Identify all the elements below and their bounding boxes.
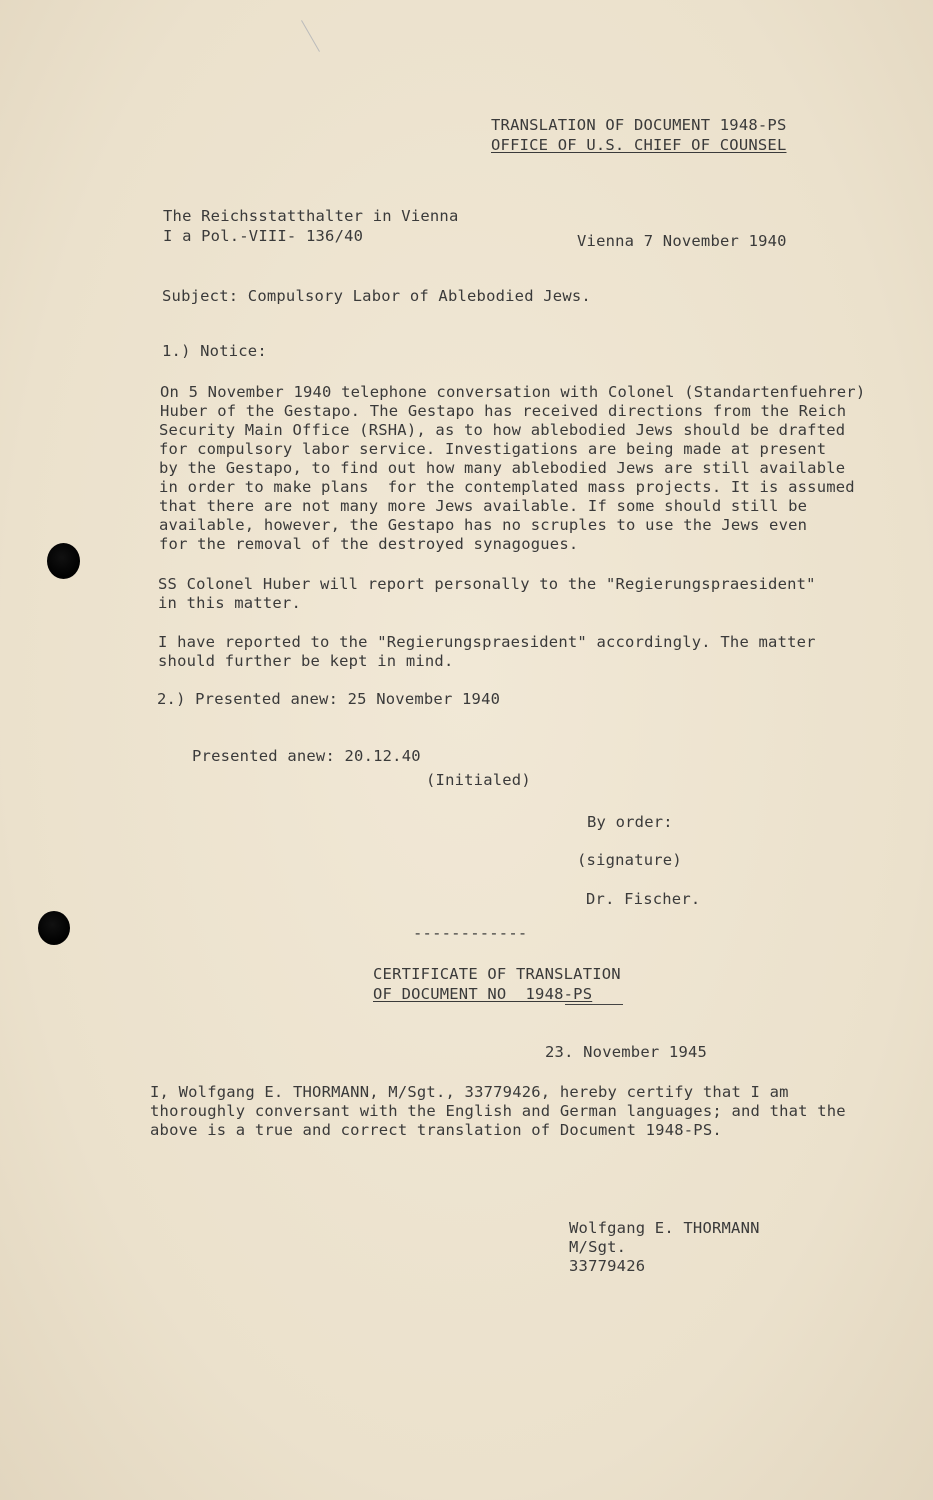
para1-line: Huber of the Gestapo. The Gestapo has received directions from the Reich [160,402,847,420]
para1-line: for compulsory labor service. Investigations are being made at present [159,440,827,458]
signer-name: Dr. Fischer. [586,890,701,908]
punch-hole [47,543,80,579]
notice-heading: 1.) Notice: [162,342,267,360]
para1-line: Security Main Office (RSHA), as to how ablebodied Jews should be drafted [159,421,846,439]
para1-line: in order to make plans for the contemplated mass projects. It is assumed [159,478,855,496]
certificate-body-line: I, Wolfgang E. THORMANN, M/Sgt., 33779426, hereby certify that I am [150,1083,789,1101]
separator-line: ------------ [413,924,528,942]
presented-anew-1: 2.) Presented anew: 25 November 1940 [157,690,501,708]
certificate-date: 23. November 1945 [545,1043,708,1061]
header-line-1: TRANSLATION OF DOCUMENT 1948-PS [491,116,787,134]
sender-line-1: The Reichsstatthalter in Vienna [163,207,459,225]
para3-line: I have reported to the "Regierungspraesident" accordingly. The matter [158,633,816,651]
translator-rank: M/Sgt. [569,1238,627,1256]
certificate-body-line: thoroughly conversant with the English and German languages; and that the [150,1102,846,1120]
para1-line: for the removal of the destroyed synagogues. [159,535,579,553]
by-order: By order: [587,813,673,831]
para1-line: On 5 November 1940 telephone conversation with Colonel (Standartenfuehrer) [160,383,866,401]
certificate-body-line: above is a true and correct translation of Document 1948-PS. [150,1121,722,1139]
para2-line: in this matter. [158,594,301,612]
para1-line: that there are not many more Jews available. If some should still be [159,497,808,515]
sender-line-2: I a Pol.-VIII- 136/40 [163,227,364,245]
header-line-2: OFFICE OF U.S. CHIEF OF COUNSEL [491,136,787,154]
certificate-title-2: OF DOCUMENT NO 1948-PS [373,985,593,1003]
certificate-title-1: CERTIFICATE OF TRANSLATION [373,965,621,983]
para1-line: available, however, the Gestapo has no scruples to use the Jews even [159,516,808,534]
subject-line: Subject: Compulsory Labor of Ablebodied Jews. [162,287,591,305]
para1-line: by the Gestapo, to find out how many ablebodied Jews are still available [159,459,846,477]
translator-name: Wolfgang E. THORMANN [569,1219,760,1237]
document-date: Vienna 7 November 1940 [577,232,787,250]
punch-hole [38,911,70,945]
signature-note: (signature) [577,851,682,869]
para3-line: should further be kept in mind. [158,652,454,670]
certificate-title-underline [565,1004,623,1005]
pencil-mark [301,20,320,52]
para2-line: SS Colonel Huber will report personally to the "Regierungspraesident" [158,575,816,593]
presented-anew-2: Presented anew: 20.12.40 [192,747,421,765]
initialed-note: (Initialed) [426,771,531,789]
translator-number: 33779426 [569,1257,646,1275]
